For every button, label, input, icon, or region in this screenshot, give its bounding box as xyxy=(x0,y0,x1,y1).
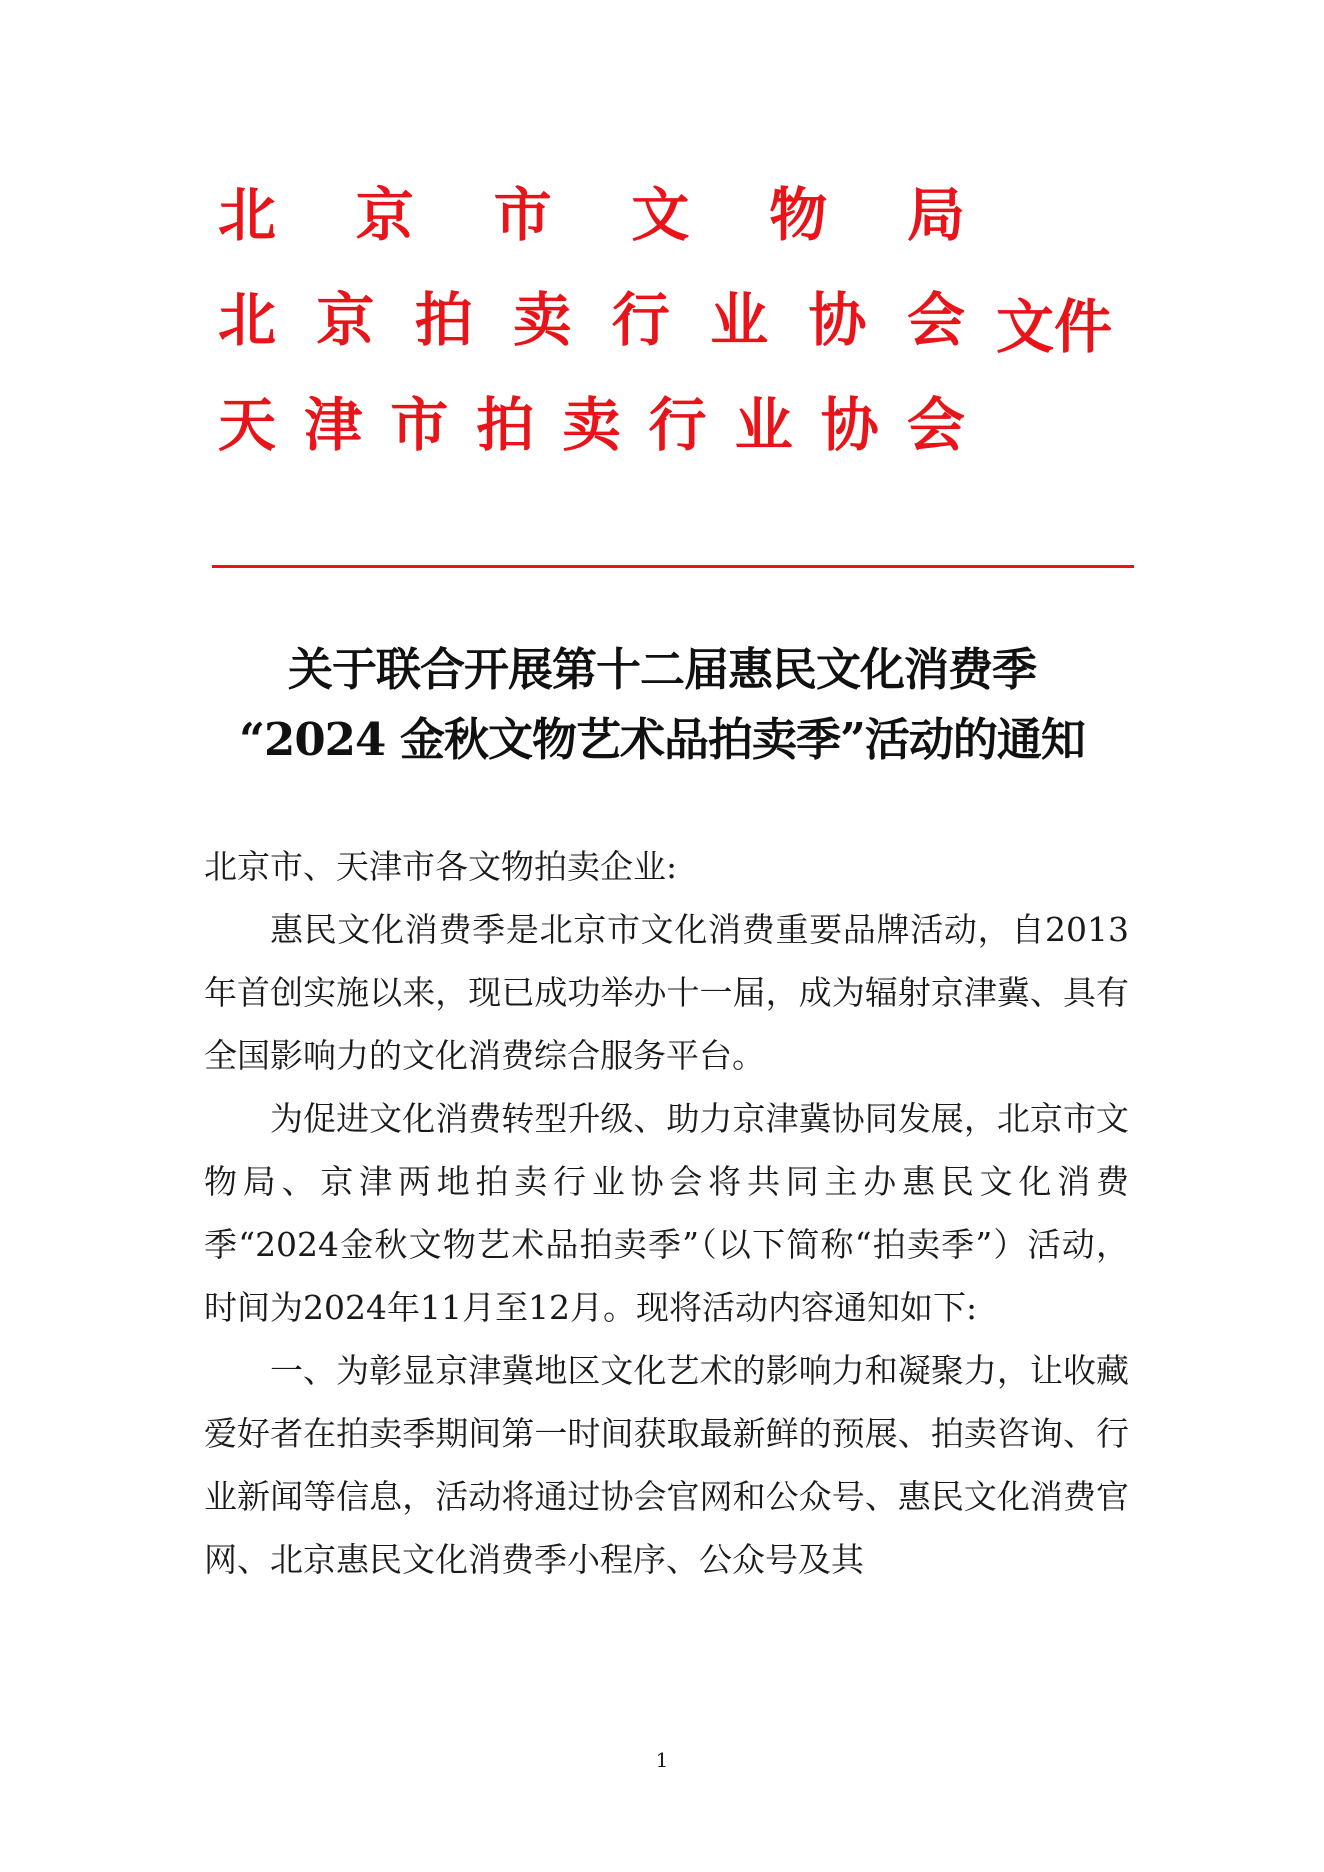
issuer-char: 会 xyxy=(906,391,965,459)
issuer-char: 市 xyxy=(390,391,449,459)
issuer-char: 北 xyxy=(218,286,277,354)
issuer-char: 卖 xyxy=(513,286,572,354)
issuer-char: 局 xyxy=(906,181,965,249)
issuer-char: 行 xyxy=(648,391,707,459)
issuer-char: 拍 xyxy=(476,391,535,459)
body-paragraph-2: 为促进文化消费转型升级、助力京津冀协同发展，北京市文物局、京津两地拍卖行业协会将共同主办惠民文化消费季“2024金秋文物艺术品拍卖季”（以下简称“拍卖季”）活动，时间为2024年11月至12月。现将活动内容通知如下: xyxy=(204,1099,1129,1327)
issuer-char: 津 xyxy=(304,391,363,459)
document-title xyxy=(180,635,1144,775)
issuer-char: 协 xyxy=(820,391,879,459)
issuer-char: 行 xyxy=(611,286,670,354)
issuer-beijing-auction-association xyxy=(218,275,965,355)
red-header-rule xyxy=(212,565,1134,568)
doc-type-suffix: 文件 xyxy=(996,293,1113,361)
issuer-char: 协 xyxy=(808,286,867,354)
issuer-char: 北 xyxy=(218,181,277,249)
issuer-char: 业 xyxy=(734,391,793,459)
issuer-char: 京 xyxy=(316,286,375,354)
issuer-char: 物 xyxy=(769,181,828,249)
salutation: 北京市、天津市各文物拍卖企业: xyxy=(204,847,678,886)
issuer-tianjin-auction-association xyxy=(218,380,965,460)
title-line-2: “2024 金秋文物艺术品拍卖季”活动的通知 xyxy=(239,713,1085,766)
document-body xyxy=(204,835,1129,1591)
issuer-block xyxy=(218,170,1138,470)
issuer-char: 业 xyxy=(710,286,769,354)
issuer-char: 会 xyxy=(906,286,965,354)
title-line-1: 关于联合开展第十二届惠民文化消费季 xyxy=(287,643,1036,696)
issuer-char: 市 xyxy=(493,181,552,249)
issuer-beijing-cultural-heritage-bureau xyxy=(218,170,965,250)
issuer-char: 文 xyxy=(631,181,690,249)
page-number: 1 xyxy=(655,1748,669,1772)
issuer-char: 拍 xyxy=(414,286,473,354)
issuer-char: 京 xyxy=(355,181,414,249)
body-paragraph-3: 一、为彰显京津冀地区文化艺术的影响力和凝聚力，让收藏爱好者在拍卖季期间第一时间获取最新鲜的预展、拍卖咨询、行业新闻等信息，活动将通过协会官网和公众号、惠民文化消费官网、北京惠民文化消费季小程序、公众号及其 xyxy=(204,1351,1129,1579)
issuer-char: 天 xyxy=(218,391,277,459)
issuer-char: 卖 xyxy=(562,391,621,459)
body-paragraph-1: 惠民文化消费季是北京市文化消费重要品牌活动，自2013年首创实施以来，现已成功举办十一届，成为辐射京津冀、具有全国影响力的文化消费综合服务平台。 xyxy=(204,910,1129,1075)
